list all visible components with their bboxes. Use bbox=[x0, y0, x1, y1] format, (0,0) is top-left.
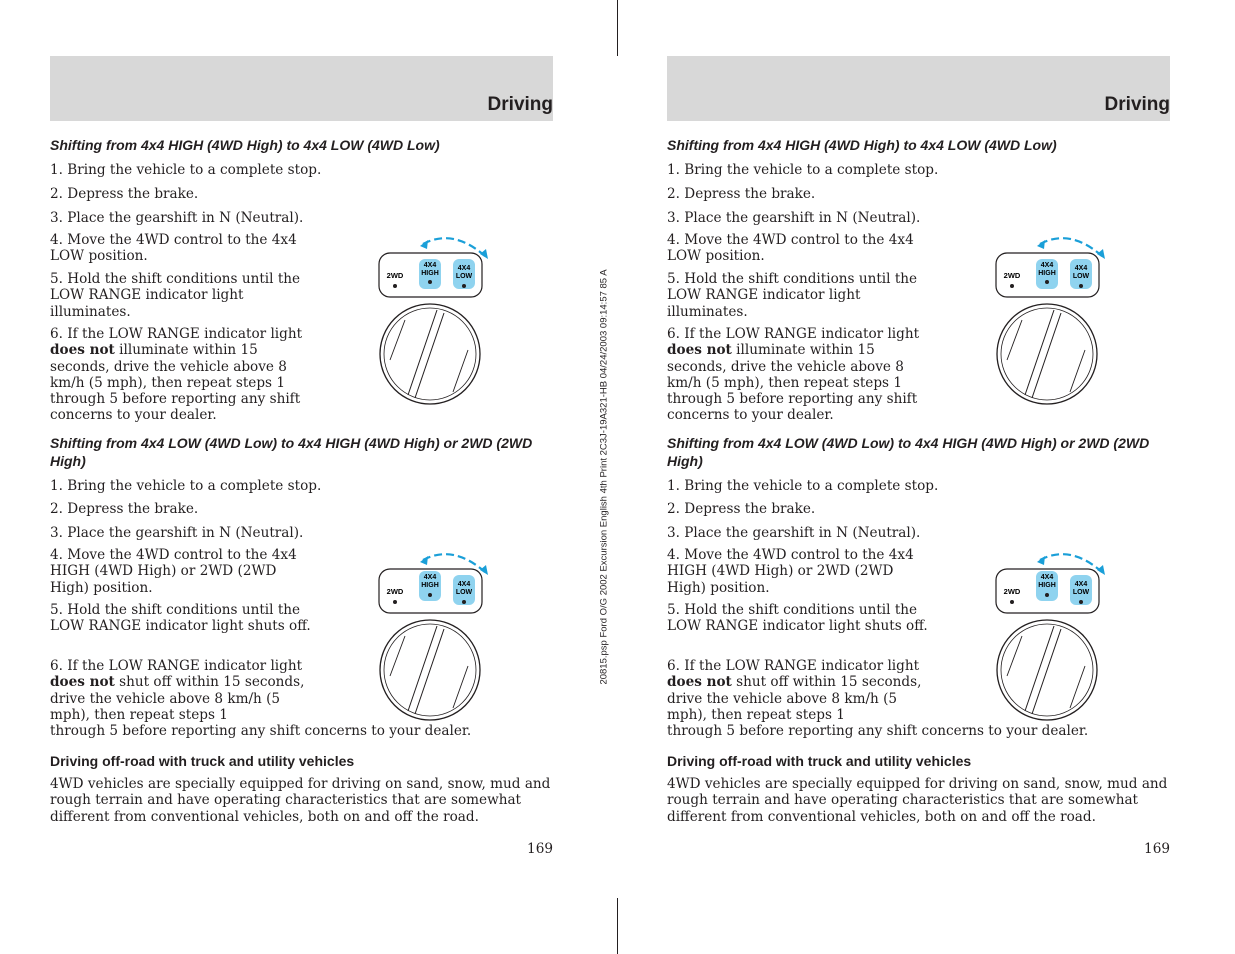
step-continuation: through 5 before reporting any shift concerns to your dealer. bbox=[667, 723, 1089, 739]
svg-text:4X4: 4X4 bbox=[423, 262, 437, 269]
step: 6. If the LOW RANGE indicator light does not shut off within 15 seconds, drive the vehicle above 8 km/h (5 mph), then repeat steps 1 bbox=[50, 658, 305, 723]
emphasis: does not bbox=[667, 342, 732, 359]
svg-text:LOW: LOW bbox=[455, 589, 473, 596]
svg-text:HIGH: HIGH bbox=[421, 270, 439, 277]
svg-text:HIGH: HIGH bbox=[1038, 582, 1056, 589]
emphasis: does not bbox=[50, 342, 115, 359]
step: 2. Depress the brake. bbox=[50, 186, 199, 202]
emphasis: does not bbox=[50, 674, 115, 691]
header-band bbox=[667, 56, 1170, 121]
svg-text:LOW: LOW bbox=[455, 273, 473, 280]
page-number: 169 bbox=[527, 841, 553, 857]
emphasis: does not bbox=[667, 674, 732, 691]
svg-text:LOW: LOW bbox=[1072, 273, 1090, 280]
step: 1. Bring the vehicle to a complete stop. bbox=[667, 162, 939, 178]
4wd-control-dial-illustration bbox=[992, 548, 1112, 733]
page-number: 169 bbox=[1144, 841, 1170, 857]
svg-text:2WD: 2WD bbox=[1003, 271, 1021, 280]
svg-text:LOW: LOW bbox=[1072, 589, 1090, 596]
paragraph: 4WD vehicles are specially equipped for driving on sand, snow, mud and rough terrain and have operating characteristics that are somewhat different from conventional vehicles, both on and off the road. bbox=[667, 776, 1168, 825]
crop-mark bbox=[617, 898, 618, 954]
step: 3. Place the gearshift in N (Neutral). bbox=[667, 525, 921, 541]
step: 4. Move the 4WD control to the 4x4 HIGH (4WD High) or 2WD (2WD High) position. bbox=[50, 547, 297, 596]
svg-text:HIGH: HIGH bbox=[1038, 270, 1056, 277]
step: 4. Move the 4WD control to the 4x4 HIGH (4WD High) or 2WD (2WD High) position. bbox=[667, 547, 914, 596]
header-title: Driving bbox=[487, 94, 553, 115]
step: 1. Bring the vehicle to a complete stop. bbox=[50, 162, 322, 178]
step-continuation: through 5 before reporting any shift concerns to your dealer. bbox=[50, 723, 472, 739]
svg-text:4X4: 4X4 bbox=[1040, 574, 1054, 581]
step: 3. Place the gearshift in N (Neutral). bbox=[50, 525, 304, 541]
svg-text:4X4: 4X4 bbox=[1074, 581, 1088, 588]
step: 2. Depress the brake. bbox=[50, 501, 199, 517]
step: 5. Hold the shift conditions until the LOW RANGE indicator light shuts off. bbox=[667, 602, 928, 635]
svg-text:2WD: 2WD bbox=[386, 271, 404, 280]
step: 2. Depress the brake. bbox=[667, 501, 816, 517]
header-title: Driving bbox=[1104, 94, 1170, 115]
step: 3. Place the gearshift in N (Neutral). bbox=[50, 210, 304, 226]
svg-text:4X4: 4X4 bbox=[457, 581, 471, 588]
section-heading: Driving off-road with truck and utility vehicles bbox=[667, 753, 972, 769]
svg-text:2WD: 2WD bbox=[1003, 587, 1021, 596]
svg-text:4X4: 4X4 bbox=[1040, 262, 1054, 269]
right-page bbox=[667, 0, 1170, 954]
step: 1. Bring the vehicle to a complete stop. bbox=[667, 478, 939, 494]
svg-text:4X4: 4X4 bbox=[457, 265, 471, 272]
section-heading: Shifting from 4x4 LOW (4WD Low) to 4x4 HIGH (4WD High) or 2WD (2WD High) bbox=[50, 435, 533, 469]
section-heading: Shifting from 4x4 LOW (4WD Low) to 4x4 HIGH (4WD High) or 2WD (2WD High) bbox=[667, 435, 1150, 469]
left-page bbox=[50, 0, 553, 954]
4wd-control-dial-illustration bbox=[375, 232, 495, 417]
svg-text:HIGH: HIGH bbox=[421, 582, 439, 589]
header-band bbox=[50, 56, 553, 121]
svg-text:4X4: 4X4 bbox=[423, 574, 437, 581]
step: 5. Hold the shift conditions until the LOW RANGE indicator light illuminates. bbox=[50, 271, 301, 320]
svg-text:4X4: 4X4 bbox=[1074, 265, 1088, 272]
section-heading: Driving off-road with truck and utility vehicles bbox=[50, 753, 355, 769]
step: 2. Depress the brake. bbox=[667, 186, 816, 202]
crop-mark bbox=[617, 0, 618, 56]
step: 4. Move the 4WD control to the 4x4 LOW position. bbox=[667, 232, 914, 265]
step: 6. If the LOW RANGE indicator light does not illuminate within 15 seconds, drive the vehicle above 8 km/h (5 mph), then repeat steps 1 through 5 before reporting any shift concerns to your dealer. bbox=[667, 326, 920, 424]
paragraph: 4WD vehicles are specially equipped for driving on sand, snow, mud and rough terrain and have operating characteristics that are somewhat different from conventional vehicles, both on and off the road. bbox=[50, 776, 551, 825]
step: 5. Hold the shift conditions until the LOW RANGE indicator light shuts off. bbox=[50, 602, 311, 635]
step: 4. Move the 4WD control to the 4x4 LOW position. bbox=[50, 232, 297, 265]
section-heading: Shifting from 4x4 HIGH (4WD High) to 4x4 LOW (4WD Low) bbox=[50, 137, 440, 153]
4wd-control-dial-illustration bbox=[375, 548, 495, 733]
step: 6. If the LOW RANGE indicator light does not illuminate within 15 seconds, drive the vehicle above 8 km/h (5 mph), then repeat steps 1 through 5 before reporting any shift concerns to your dealer. bbox=[50, 326, 303, 424]
section-heading: Shifting from 4x4 HIGH (4WD High) to 4x4 LOW (4WD Low) bbox=[667, 137, 1057, 153]
4wd-control-dial-illustration bbox=[992, 232, 1112, 417]
step: 5. Hold the shift conditions until the LOW RANGE indicator light illuminates. bbox=[667, 271, 918, 320]
step: 1. Bring the vehicle to a complete stop. bbox=[50, 478, 322, 494]
step: 3. Place the gearshift in N (Neutral). bbox=[667, 210, 921, 226]
step: 6. If the LOW RANGE indicator light does not shut off within 15 seconds, drive the vehicle above 8 km/h (5 mph), then repeat steps 1 bbox=[667, 658, 922, 723]
svg-text:2WD: 2WD bbox=[386, 587, 404, 596]
